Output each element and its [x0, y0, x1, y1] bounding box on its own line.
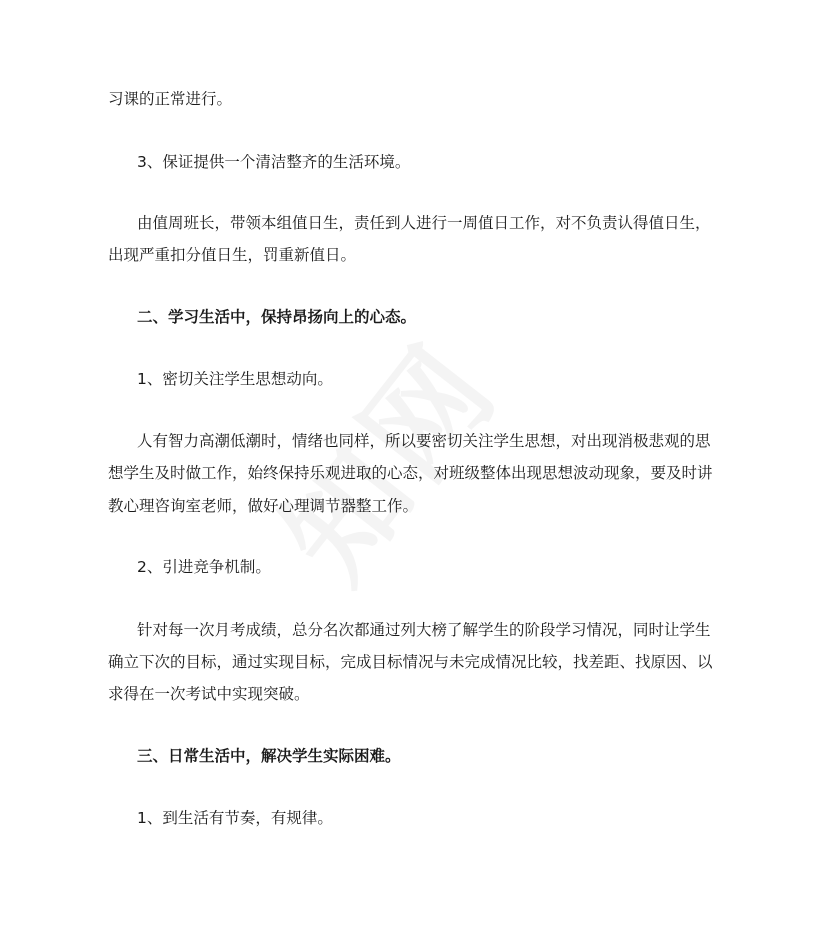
paragraph-line: 教心理咨询室老师，做好心理调节器整工作。 — [108, 497, 419, 515]
list-item-heading: 3、保证提供一个清洁整齐的生活环境。 — [137, 153, 411, 171]
section-heading: 三、日常生活中，解决学生实际困难。 — [137, 747, 401, 765]
paragraph-line: 针对每一次月考成绩，总分名次都通过列大榜了解学生的阶段学习情况，同时让学生 — [137, 621, 711, 639]
section-heading: 二、学习生活中，保持昂扬向上的心态。 — [137, 308, 417, 326]
paragraph-line: 想学生及时做工作，始终保持乐观进取的心态，对班级整体出现思想波动现象，要及时讲 — [108, 464, 713, 482]
list-item-heading: 1、密切关注学生思想动向。 — [137, 370, 333, 388]
paragraph-line: 出现严重扣分值日生，罚重新值日。 — [108, 246, 357, 264]
paragraph-line: 确立下次的目标，通过实现目标，完成目标情况与未完成情况比较，找差距、找原因、以 — [108, 653, 713, 671]
paragraph-line: 由值周班长，带领本组值日生，责任到人进行一周值日工作，对不负责认得值日生， — [137, 214, 711, 232]
list-item-heading: 2、引进竞争机制。 — [137, 558, 271, 576]
list-item-heading: 1、到生活有节奏，有规律。 — [137, 809, 333, 827]
text-line: 习课的正常进行。 — [108, 90, 233, 108]
paragraph-line: 人有智力高潮低潮时，情绪也同样，所以要密切关注学生思想，对出现消极悲观的思 — [137, 432, 711, 450]
paragraph-line: 求得在一次考试中实现突破。 — [108, 685, 310, 703]
